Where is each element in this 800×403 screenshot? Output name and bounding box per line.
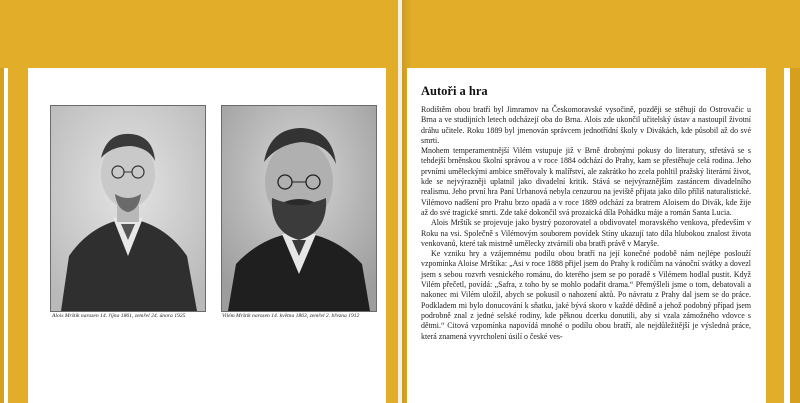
gold-right-stripe: [766, 68, 784, 403]
paragraph: Ke vzniku hry a vzájemnému podílu obou bratří na její konečné podobě nám nejlépe poslouží vzpomínka Aloise Mrštíka: „Asi v roce 1888 přijel jsem do Prahy k rodičům na vánoční svátky a dovezl jsem s sebou rozvrh vesnického románu, do kterého jsem se po poradě s Vilémem hodlal pustit. Když Vilém přečetl, povídá: „Safra, z toho by se mohlo podařit drama.“ Přemýšleli jsme o tom, debatovali a nakonec mi Vilém uložil, abych se pokusil o nahození aktů. Po návratu z Prahy dal jsem se do práce. Podkladem mi bylo donucování k sňatku, jaké bývá skoro v každé dědině a jehož podobný případ jsem podrobně znal z jedné selské rodiny, kde pěknou dcerku donutili, aby si vzala zámožného vdovce s dětmi.“ Citová vzpomínka napovídá mnohé o podílu obou bratří, ale nejdůležitější je výsledná práce, která znamená vyvrcholení úsilí o české ves-: [421, 249, 751, 341]
portrait-photo-alois-mrstik-icon: [51, 106, 205, 311]
portrait-photo-vilem: [221, 105, 377, 312]
photo-caption-alois: Alois Mrštík narozen 14. října 1861, zemřel 24. února 1925: [52, 313, 186, 319]
article-body: [421, 105, 751, 342]
paragraph: Mnohem temperamentnější Vilém vstupuje již v Brně drobnými pokusy do literatury, střetává se s tehdejší brněnskou školní správou a v roce 1884 odchází do Prahy, kam se přestěhuje celá rodina. Jeho prvními uměleckými ambice směřovaly k malířství, ale zakrátko ho zcela pohltil pražský literární život, kde se nejvýrazněji uplatnil jako divadelní kritik. Stává se nejvýraznějším zastáncem divadelního realismu. Jeho první hra Paní Urbanová nebyla cenzurou na jeviště přijata jako dílo příliš naturalistické. Vilémovo nadšení pro Prahu brzo opadá a v roce 1889 odchází za bratrem Aloisem do Divák, kde žije až do své tragické smrti. Zde také dokončil svá prozaická díla Pohádku máje a román Santa Lucia.: [421, 146, 751, 217]
photo-caption-vilem: Vilém Mrštík narozen 14. května 1863, zemřel 2. března 1912: [222, 313, 360, 319]
portrait-photo-vilem-mrstik-icon: [222, 106, 376, 311]
gold-top-band-right: [402, 0, 800, 68]
paragraph: Alois Mrštík se projevuje jako bystrý pozorovatel a obdivovatel moravského venkova, především v Roku na vsi. Společně s Vilémovým souborem povídek Stíny ukazují tato díla hlubokou znalost života venkovanů, které tak mistrně umělecky ztvárnili oba bratři právě v Maryše.: [421, 218, 751, 248]
gold-gutter-left: [386, 68, 398, 403]
gold-left-edge: [0, 68, 4, 403]
gold-top-band-left: [0, 0, 398, 68]
gold-right-edge: [790, 68, 800, 403]
paragraph: Rodištěm obou bratří byl Jimramov na Českomoravské vysočině, později se stěhují do Ostrovačic u Brna a ve studijních letech odcházejí oba do Brna. Alois zde ukončil učitelský ústav a nastoupil životní dráhu učitele. Roku 1889 byl jmenován správcem jednotřídní školy v Divákách, kde působil až do své smrti.: [421, 105, 751, 145]
gold-left-stripe: [8, 68, 28, 403]
portrait-photo-alois: [50, 105, 206, 312]
section-heading: Autoři a hra: [421, 84, 488, 98]
